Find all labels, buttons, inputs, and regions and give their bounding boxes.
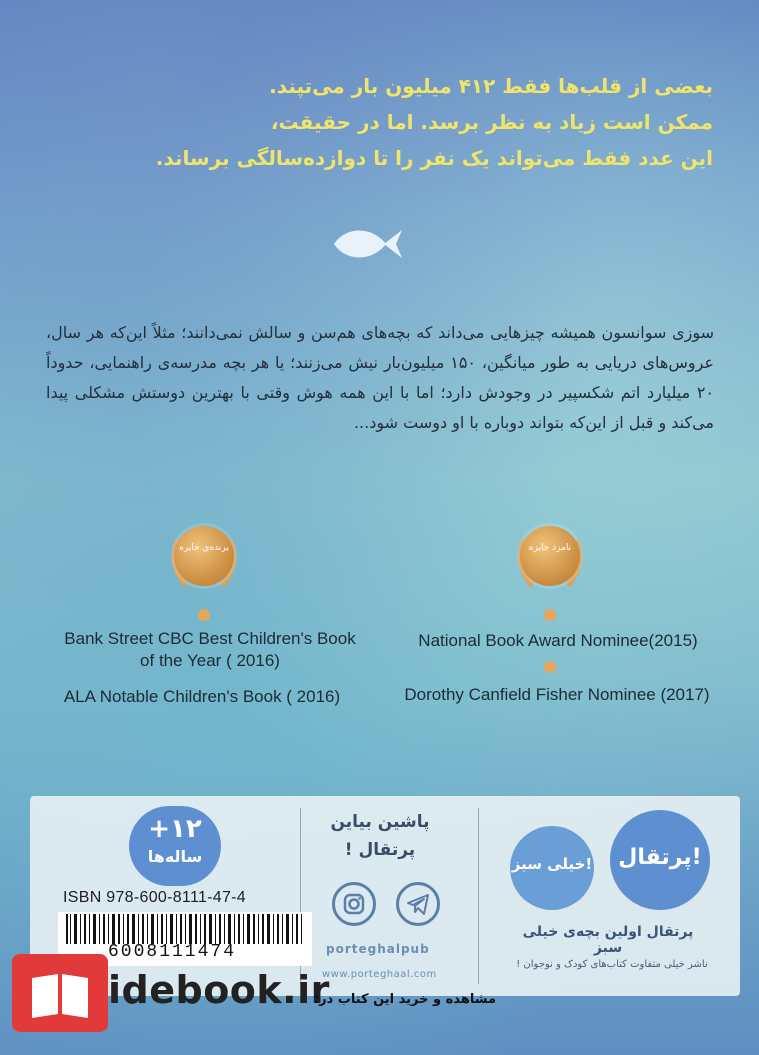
brand-logo-text: پرتقال!: [618, 845, 702, 870]
quote-line: این عدد فقط می‌تواند یک نفر را تا دوازده‌سالگی برساند.: [155, 146, 713, 170]
book-icon: [12, 954, 108, 1032]
fish-icon: [332, 222, 404, 266]
follow-text: [300, 808, 460, 864]
telegram-icon[interactable]: [396, 882, 440, 926]
award-national-book: National Book Award Nominee(2015): [418, 631, 698, 650]
nominee-medal: [510, 520, 590, 600]
brand-logo: [610, 810, 710, 910]
watermark-site[interactable]: idebook.ir: [108, 968, 330, 1012]
age-badge: [129, 806, 221, 886]
brand-tagline: پرتقال اولین بچه‌ی خیلی سبز: [522, 924, 694, 956]
publisher-panel: [30, 796, 740, 996]
age-number: +۱۲: [148, 814, 202, 844]
winner-medal: [164, 520, 244, 600]
follow-line: پاشین بیاین: [330, 812, 430, 832]
divider: [478, 808, 479, 984]
award-ala: ALA Notable Children's Book ( 2016): [63, 687, 341, 706]
award-dot: [198, 609, 210, 621]
medal-label: برنده‌ی جایزه: [179, 543, 229, 553]
quote-line: ممکن است زیاد به نظر برسد. اما در حقیقت،: [270, 110, 713, 134]
idebook-logo-box: [12, 954, 108, 1032]
award-dot: [544, 661, 556, 673]
follow-line: پرتقال !: [344, 840, 416, 860]
brand-subtitle: ناشر خیلی متفاوت کتاب‌های کودک و نوجوان !: [516, 959, 708, 970]
social-handle[interactable]: porteghalpub: [326, 942, 430, 956]
award-bank-street: Bank Street CBC Best Children's Book of the Year ( 2016): [64, 629, 356, 670]
series-logo: [510, 826, 594, 910]
award-dot: [544, 609, 556, 621]
isbn: ISBN 978-600-8111-47-4: [63, 889, 247, 906]
quote-line: بعضی از قلب‌ها فقط ۴۱۲ میلیون بار می‌تپند.: [269, 74, 713, 98]
medal-label: نامزد جایزه: [528, 543, 572, 553]
watermark-cta: مشاهده و خرید این کتاب در:: [313, 992, 496, 1007]
series-logo-text: خیلی سبز!: [511, 855, 593, 873]
barcode-number: 6008111474: [108, 942, 237, 962]
age-unit: ساله‌ها: [147, 847, 203, 866]
instagram-icon[interactable]: [332, 882, 376, 926]
book-summary: سوزی سوانسون همیشه چیزهایی می‌داند که بچه‌های هم‌سن و سالش نمی‌دانند؛ مثلاً این‌که هر سال، عروس‌های دریایی به طور میانگین، ۱۵۰ میلیون‌بار نیش می‌زنند؛ یا هر بچه مدرسه‌ی راهنمایی، حدوداً ۲۰ میلیارد اتم شکسپیر در وجودش دارد؛ اما با این همه هوش وقتی با بهترین دوستش مشکلی پیدا می‌کند و قبل از این‌که بتواند دوباره با او دوست شود...: [46, 323, 715, 432]
cover-quote: [53, 68, 713, 176]
website-link[interactable]: www.porteghaal.com: [322, 969, 437, 980]
award-dorothy-canfield: Dorothy Canfield Fisher Nominee (2017): [404, 685, 710, 704]
